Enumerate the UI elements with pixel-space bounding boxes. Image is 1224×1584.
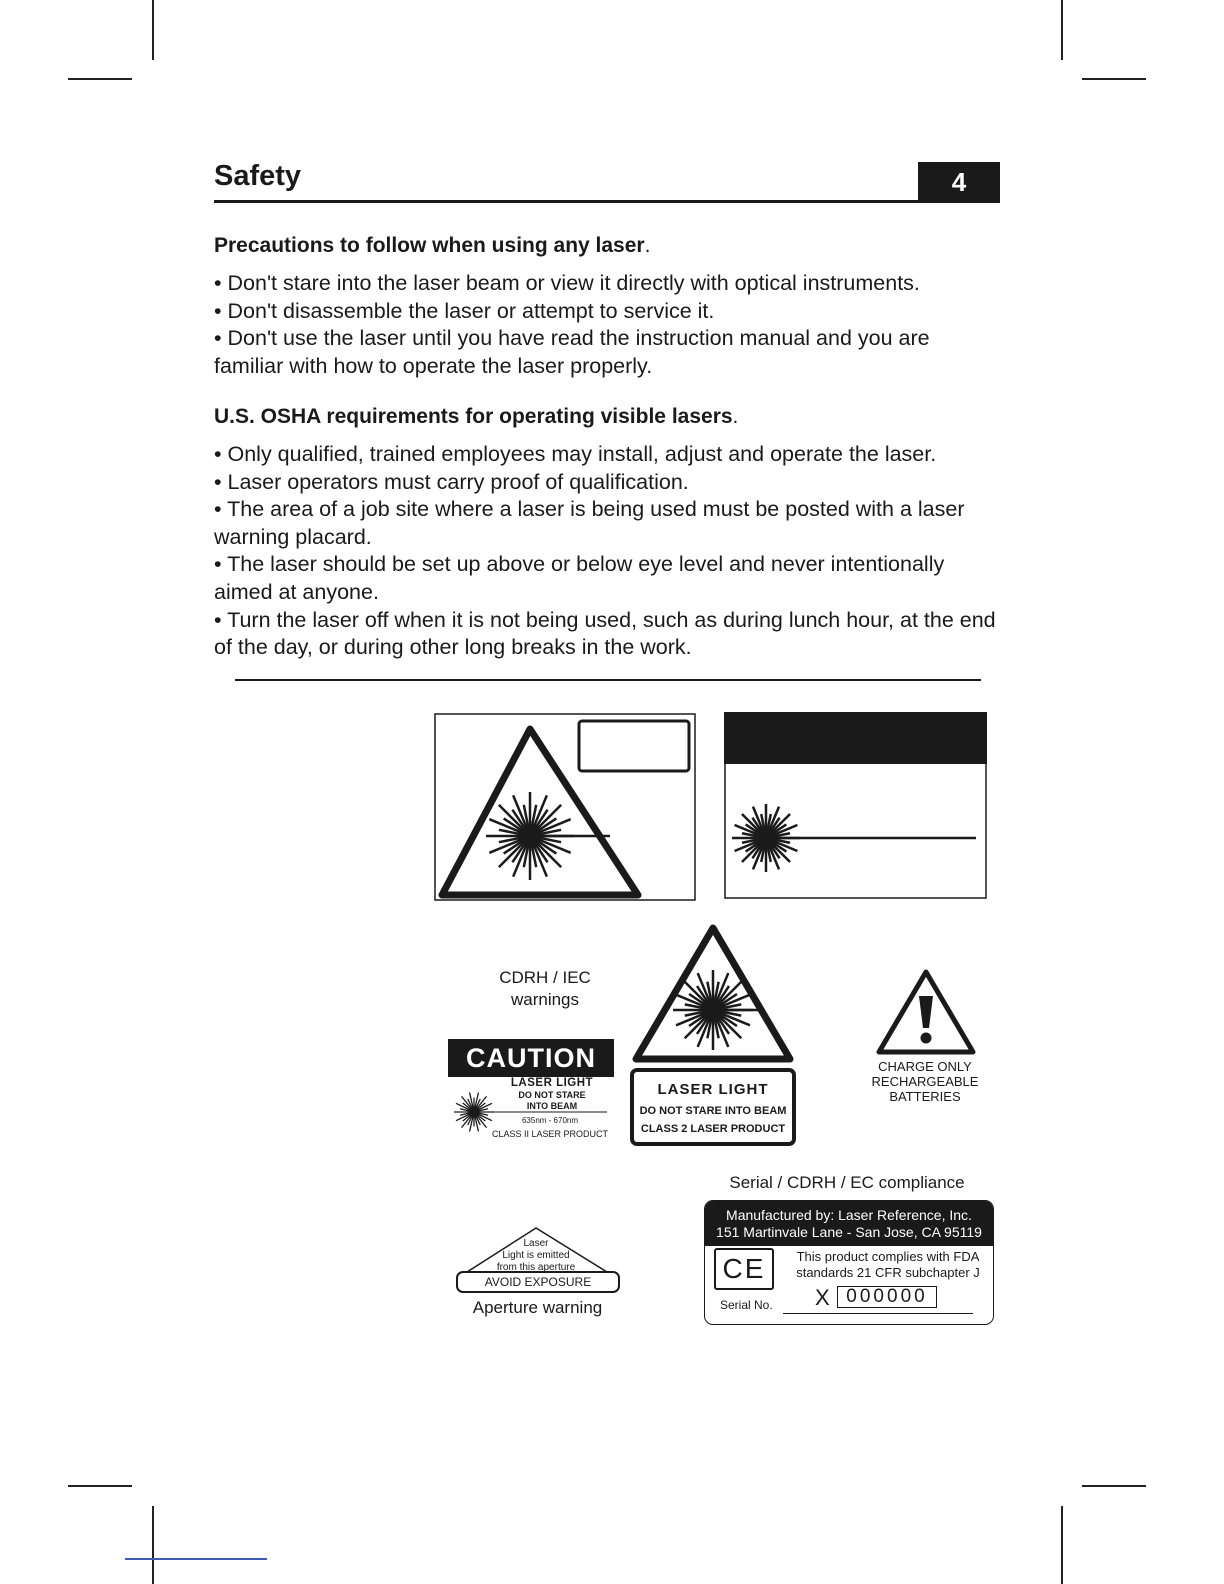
aperture-caption: Aperture warning xyxy=(472,1298,603,1317)
precautions-heading: Precautions to follow when using any laser. xyxy=(214,234,651,257)
compliance-label xyxy=(704,1200,994,1325)
battery-caption: CHARGE ONLY RECHARGEABLE BATTERIES xyxy=(871,1059,979,1104)
laser-warning-panel xyxy=(724,712,987,900)
crop-mark xyxy=(152,0,154,60)
list-item: • The area of a job site where a laser is being used must be posted with a laser warning placard. xyxy=(214,497,965,549)
crop-mark xyxy=(1082,78,1146,80)
laser-hazard-triangle xyxy=(632,920,794,1065)
avoid-exposure-text: AVOID EXPOSURE xyxy=(484,1275,592,1289)
precautions-section xyxy=(214,234,1004,380)
laser-warning-placard xyxy=(434,713,696,901)
exclamation-icon xyxy=(919,996,933,1028)
list-item: • Only qualified, trained employees may install, adjust and operate the laser. xyxy=(214,442,937,466)
list-item: • Laser operators must carry proof of qualification. xyxy=(214,469,689,494)
page-number-badge: 4 xyxy=(918,162,1000,203)
serial-label: Serial No. xyxy=(720,1298,773,1312)
laser-light-label: LASER LIGHT DO NOT STARE INTO BEAM CLASS 2 LASER PRODUCT xyxy=(630,1068,796,1146)
serial-rule xyxy=(783,1313,973,1314)
list-item: • Don't disassemble the laser or attempt to service it. xyxy=(214,298,715,323)
caution-label-text: LASER LIGHT DO NOT STARE INTO BEAM xyxy=(510,1077,594,1111)
aperture-text: Laser Light is emitted from this aperture xyxy=(496,1238,576,1273)
header-rule xyxy=(214,200,1000,203)
caution-wavelength: 635nm - 670nm xyxy=(521,1116,579,1125)
osha-section xyxy=(214,405,1004,662)
section-divider xyxy=(235,679,981,681)
ce-mark: CE xyxy=(714,1248,774,1290)
crop-mark xyxy=(1061,0,1063,60)
fda-statement: This product complies with FDA standards 21 CFR subchapter J xyxy=(796,1249,980,1280)
compliance-caption: Serial / CDRH / EC compliance xyxy=(729,1173,965,1192)
crop-mark xyxy=(68,78,132,80)
list-item: • Turn the laser off when it is not being used, such as during lunch hour, at the end of the day, or during other long breaks in the work. xyxy=(214,607,996,660)
caution-class: CLASS II LASER PRODUCT xyxy=(491,1129,609,1139)
caution-starburst xyxy=(452,1090,612,1134)
list-item: • The laser should be set up above or below eye level and never intentionally aimed at anyone. xyxy=(214,552,945,604)
serial-prefix: X xyxy=(815,1285,830,1310)
list-item: • Don't stare into the laser beam or view it directly with optical instruments. xyxy=(214,271,920,295)
crop-mark xyxy=(68,1485,132,1487)
list-item: • Don't use the laser until you have read the instruction manual and you are familiar with how to operate the laser properly. xyxy=(214,326,930,378)
crop-mark xyxy=(1061,1506,1063,1584)
crop-mark xyxy=(1082,1485,1146,1487)
crop-mark xyxy=(125,1558,267,1560)
caution-label-title: CAUTION xyxy=(448,1039,614,1077)
page-title: Safety xyxy=(214,160,302,192)
crop-mark xyxy=(152,1506,154,1584)
manufacturer-info: Manufactured by: Laser Reference, Inc. 151 Martinvale Lane - San Jose, CA 95119 xyxy=(705,1201,993,1246)
cdrh-iec-caption: CDRH / IEC warnings xyxy=(499,968,591,1009)
osha-heading: U.S. OSHA requirements for operating visible lasers. xyxy=(214,405,739,428)
serial-number: 000000 xyxy=(837,1286,937,1308)
battery-warning-triangle xyxy=(875,966,977,1058)
